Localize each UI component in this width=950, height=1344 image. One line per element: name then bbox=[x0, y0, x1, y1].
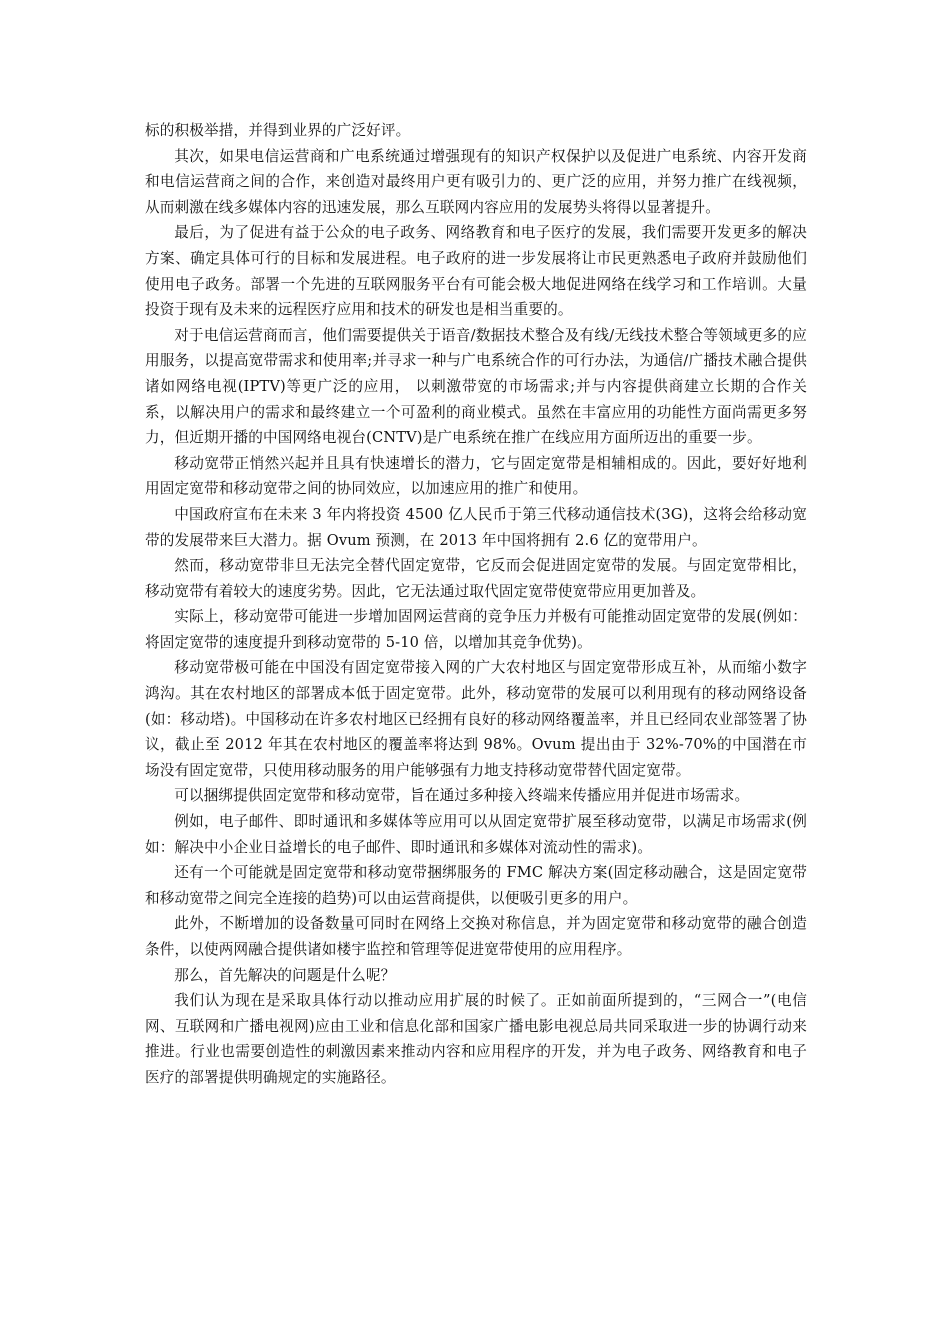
paragraph: 对于电信运营商而言，他们需要提供关于语音/数据技术整合及有线/无线技术整合等领域更多的应用服务，以提高宽带需求和使用率;并寻求一种与广电系统合作的可行办法，为通信/广播技术融合提供诸如网络电视(IPTV)等更广泛的应用， 以刺激带宽的市场需求;并与内容提供商建立长期的合作关系，以解决用户的需求和最终建立一个可盈利的商业模式。虽然在丰富应用的功能性方面尚需更多努力，但近期开播的中国网络电视台(CNTV)是广电系统在推广在线应用方面所迈出的重要一步。 bbox=[145, 326, 807, 447]
paragraph: 移动宽带正悄然兴起并且具有快速增长的潜力，它与固定宽带是相辅相成的。因此，要好好地利用固定宽带和移动宽带之间的协同效应，以加速应用的推广和使用。 bbox=[145, 454, 807, 498]
paragraph: 其次，如果电信运营商和广电系统通过增强现有的知识产权保护以及促进广电系统、内容开发商和电信运营商之间的合作，来创造对最终用户更有吸引力的、更广泛的应用，并努力推广在线视频，从而刺激在线多媒体内容的迅速发展，那么互联网内容应用的发展势头将得以显著提升。 bbox=[145, 147, 807, 216]
paragraph: 例如，电子邮件、即时通讯和多媒体等应用可以从固定宽带扩展至移动宽带，以满足市场需求(例如：解决中小企业日益增长的电子邮件、即时通讯和多媒体对流动性的需求)。 bbox=[145, 813, 807, 856]
document-body bbox=[145, 118, 807, 1091]
paragraph: 还有一个可能就是固定宽带和移动宽带捆绑服务的 FMC 解决方案(固定移动融合，这是固定宽带和移动宽带之间完全连接的趋势)可以由运营商提供，以便吸引更多的用户。 bbox=[145, 864, 807, 907]
paragraph: 移动宽带极可能在中国没有固定宽带接入网的广大农村地区与固定宽带形成互补，从而缩小数字鸿沟。其在农村地区的部署成本低于固定宽带。此外，移动宽带的发展可以利用现有的移动网络设备(如：移动塔)。中国移动在许多农村地区已经拥有良好的移动网络覆盖率，并且已经同农业部签署了协议，截止至 2012 年其在农村地区的覆盖率将达到 98%。Ovum 提出由于 32%-70%的中国潜在市场没有固定宽带，只使用移动服务的用户能够强有力地支持移动宽带替代固定宽带。 bbox=[145, 659, 807, 779]
paragraph: 我们认为现在是采取具体行动以推动应用扩展的时候了。正如前面所提到的，“三网合一”(电信网、互联网和广播电视网)应由工业和信息化部和国家广播电影电视总局共同采取进一步的协调行动来推进。行业也需要创造性的刺激因素来推动内容和应用程序的开发，并为电子政务、网络教育和电子医疗的部署提供明确规定的实施路径。 bbox=[145, 992, 807, 1086]
paragraph: 标的积极举措，并得到业界的广泛好评。 bbox=[145, 122, 411, 139]
paragraph: 可以捆绑提供固定宽带和移动宽带，旨在通过多种接入终端来传播应用并促进市场需求。 bbox=[174, 787, 750, 805]
paragraph: 此外，不断增加的设备数量可同时在网络上交换对称信息，并为固定宽带和移动宽带的融合创造条件，以使两网融合提供诸如楼宇监控和管理等促进宽带使用的应用程序。 bbox=[145, 915, 807, 958]
paragraph: 实际上，移动宽带可能进一步增加固网运营商的竞争压力并极有可能推动固定宽带的发展(例如：将固定宽带的速度提升到移动宽带的 5-10 倍，以增加其竞争优势)。 bbox=[145, 608, 807, 651]
paragraph: 然而，移动宽带非旦无法完全替代固定宽带，它反而会促进固定宽带的发展。与固定宽带相比，移动宽带有着较大的速度劣势。因此，它无法通过取代固定宽带使宽带应用更加普及。 bbox=[145, 557, 807, 600]
paragraph: 最后，为了促进有益于公众的电子政务、网络教育和电子医疗的发展，我们需要开发更多的解决方案、确定具体可行的目标和发展进程。电子政府的进一步发展将让市民更熟悉电子政府并鼓励他们使用电子政务。部署一个先进的互联网服务平台有可能会极大地促进网络在线学习和工作培训。大量投资于现有及未来的远程医疗应用和技术的研发也是相当重要的。 bbox=[145, 224, 807, 319]
paragraph: 中国政府宣布在未来 3 年内将投资 4500 亿人民币于第三代移动通信技术(3G)，这将会给移动宽带的发展带来巨大潜力。据 Ovum 预测，在 2013 年中国将拥有 2.6 亿的宽带用户。 bbox=[145, 505, 807, 549]
paragraph: 那么，首先解决的问题是什么呢？ bbox=[174, 966, 396, 984]
